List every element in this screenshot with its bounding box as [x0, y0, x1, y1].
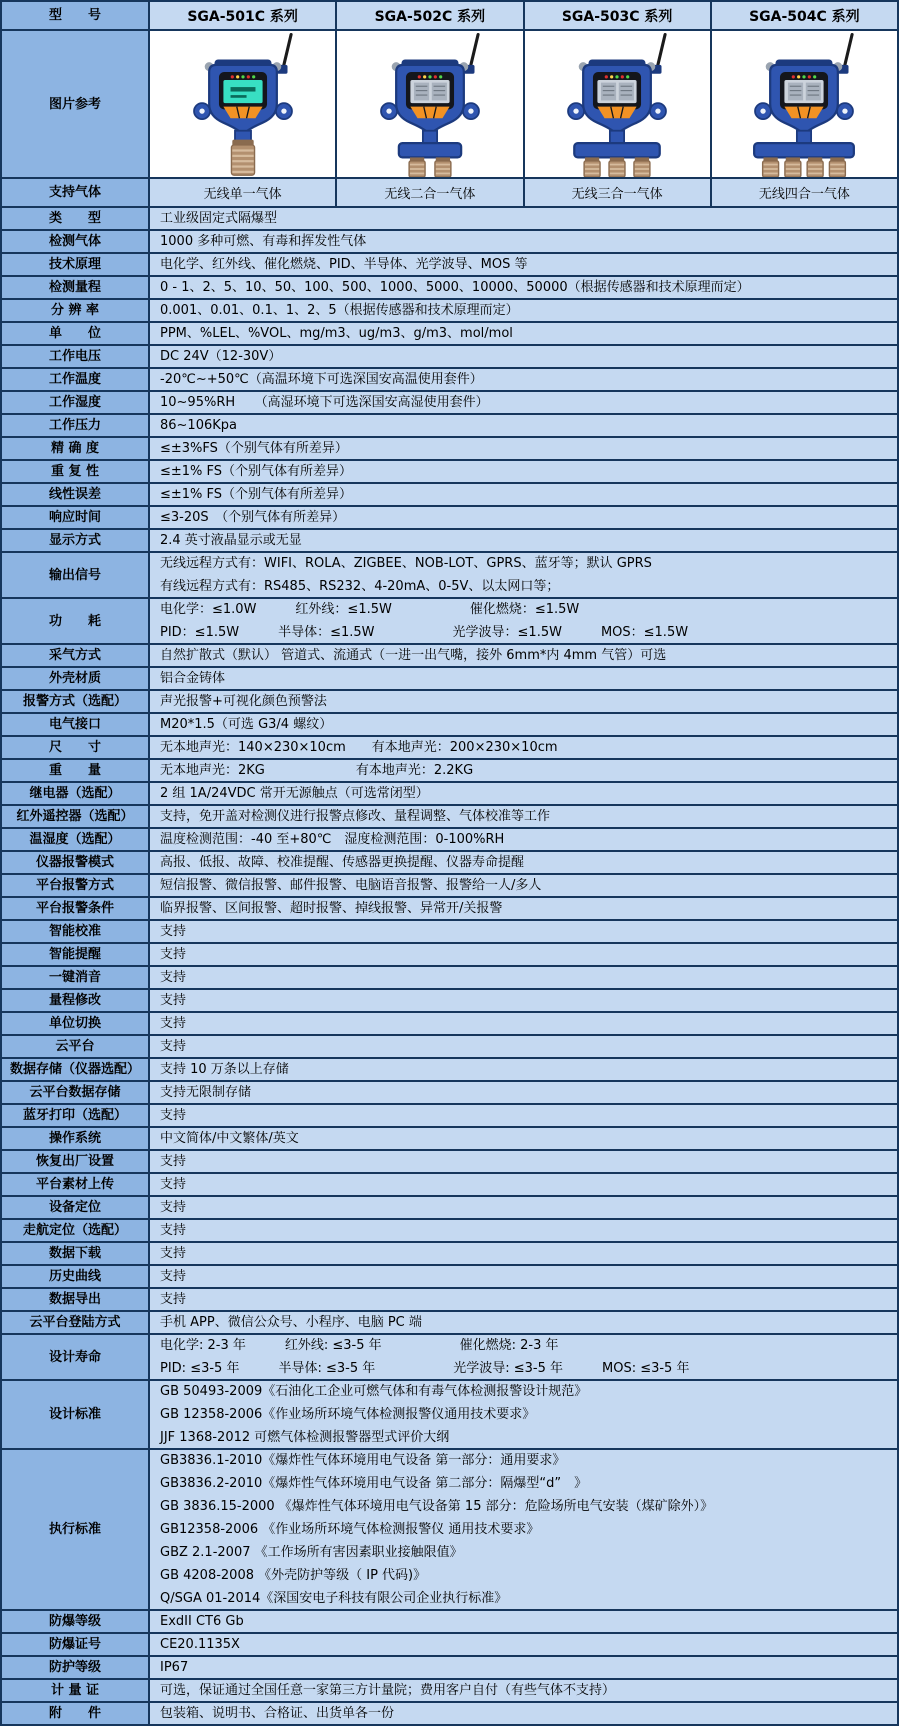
spec-row-label: 数据存储（仪器选配）	[2, 1059, 148, 1080]
spec-row	[2, 875, 897, 898]
spec-row	[2, 1197, 897, 1220]
spec-row	[2, 1105, 897, 1128]
spec-value-line: Q/SGA 01-2014《深国安电子科技有限公司企业执行标准》	[160, 1591, 508, 1606]
spec-value-line: 支持	[160, 924, 187, 939]
spec-value-line: 无线远程方式有：WIFI、ROLA、ZIGBEE、NOB-LOT、GPRS、蓝牙等；默认 GPRS	[160, 556, 652, 571]
spec-row-label: 分 辨 率	[2, 300, 148, 321]
spec-value-line: 10~95%RH （高湿环境下可选深国安高湿使用套件）	[160, 395, 489, 410]
spec-row-label: 防爆证号	[2, 1634, 148, 1655]
spec-row-value	[148, 990, 897, 1011]
spec-row	[2, 1266, 897, 1289]
gas-value: 无线二合一气体	[335, 179, 522, 206]
spec-rows-container	[2, 208, 897, 1724]
spec-value-line: 支持	[160, 993, 187, 1008]
spec-row-value	[148, 1266, 897, 1287]
spec-row-label: 设计寿命	[2, 1335, 148, 1379]
product-image-cell	[148, 31, 335, 177]
spec-value-line: 支持	[160, 1016, 187, 1031]
spec-row-value	[148, 829, 897, 850]
spec-value-line: 无本地声光：2KG 有本地声光：2.2KG	[160, 763, 474, 778]
spec-row	[2, 231, 897, 254]
spec-row-label: 仪器报警模式	[2, 852, 148, 873]
spec-value-line: 86~106Kpa	[160, 418, 237, 433]
spec-row-value	[148, 369, 897, 390]
spec-row	[2, 852, 897, 875]
spec-row-label: 云平台	[2, 1036, 148, 1057]
spec-value-line: IP67	[160, 1660, 189, 1675]
spec-row-value	[148, 1151, 897, 1172]
spec-row-value	[148, 783, 897, 804]
spec-value-line: PPM、%LEL、%VOL、mg/m3、ug/m3、g/m3、mol/mol	[160, 326, 513, 341]
spec-row	[2, 829, 897, 852]
spec-row-value	[148, 484, 897, 505]
spec-row-label: 显示方式	[2, 530, 148, 551]
spec-row-value	[148, 645, 897, 666]
spec-value-line: GB12358-2006 《作业场所环境气体检测报警仪 通用技术要求》	[160, 1522, 540, 1537]
spec-value-line: 铝合金铸体	[160, 671, 226, 686]
spec-row-label: 数据下载	[2, 1243, 148, 1264]
spec-row-value	[148, 323, 897, 344]
spec-value-line: 支持	[160, 1246, 187, 1261]
spec-value-line: 电化学、红外线、催化燃烧、PID、半导体、光学波导、MOS 等	[160, 257, 528, 272]
spec-value-line: 中文简体/中文繁体/英文	[160, 1131, 299, 1146]
spec-row-value	[148, 806, 897, 827]
spec-row-value	[148, 1703, 897, 1724]
spec-value-line: 2.4 英寸液晶显示或无显	[160, 533, 302, 548]
spec-row	[2, 1289, 897, 1312]
spec-row-value	[148, 1611, 897, 1632]
spec-row-value	[148, 1059, 897, 1080]
spec-row	[2, 392, 897, 415]
spec-row-value	[148, 898, 897, 919]
spec-value-line: 声光报警+可视化颜色预警法	[160, 694, 327, 709]
spec-row	[2, 1036, 897, 1059]
spec-row-label: 工作电压	[2, 346, 148, 367]
spec-value-line: 电化学：≤1.0W 红外线：≤1.5W 催化燃烧：≤1.5W	[160, 602, 580, 617]
spec-value-line: 支持	[160, 1292, 187, 1307]
spec-value-line: 可选，保证通过全国任意一家第三方计量院；费用客户自付（有些气体不支持）	[160, 1683, 616, 1698]
spec-row	[2, 714, 897, 737]
spec-value-line: GB3836.1-2010《爆炸性气体环境用电气设备 第一部分：通用要求》	[160, 1453, 566, 1468]
spec-row	[2, 1703, 897, 1724]
spec-row	[2, 737, 897, 760]
spec-row	[2, 691, 897, 714]
spec-value-line: PID: ≤3-5 年 半导体: ≤3-5 年 光学波导: ≤3-5 年 MOS: ≤3-5 年	[160, 1361, 690, 1376]
spec-row	[2, 1450, 897, 1611]
spec-row-value	[148, 921, 897, 942]
spec-row-label: 类 型	[2, 208, 148, 229]
spec-value-line: GBZ 2.1-2007 《工作场所有害因素职业接触限值》	[160, 1545, 463, 1560]
image-row-label: 图片参考	[2, 31, 148, 177]
spec-value-line: 支持	[160, 947, 187, 962]
spec-value-line: GB 50493-2009《石油化工企业可燃气体和有毒气体检测报警设计规范》	[160, 1384, 588, 1399]
spec-row	[2, 369, 897, 392]
spec-row-value	[148, 277, 897, 298]
spec-row-label: 报警方式（选配）	[2, 691, 148, 712]
model-name-sga502c: SGA-502C 系列	[335, 2, 522, 29]
spec-row-label: 电气接口	[2, 714, 148, 735]
spec-value-line: 支持 10 万条以上存储	[160, 1062, 289, 1077]
gas-value: 无线四合一气体	[710, 179, 897, 206]
spec-value-line: 支持	[160, 1039, 187, 1054]
spec-row	[2, 300, 897, 323]
spec-value-line: CE20.1135X	[160, 1637, 240, 1652]
model-name-sga501c: SGA-501C 系列	[148, 2, 335, 29]
product-image-cell	[523, 31, 710, 177]
spec-row-label: 采气方式	[2, 645, 148, 666]
spec-row-label: 恢复出厂设置	[2, 1151, 148, 1172]
spec-value-line: DC 24V（12-30V）	[160, 349, 282, 364]
spec-row	[2, 1151, 897, 1174]
spec-row-label: 继电器（选配）	[2, 783, 148, 804]
spec-row-value	[148, 1220, 897, 1241]
spec-row-value	[148, 553, 897, 597]
spec-row-value	[148, 254, 897, 275]
spec-value-line: ≤3-20S （个别气体有所差异）	[160, 510, 346, 525]
spec-row-label: 蓝牙打印（选配）	[2, 1105, 148, 1126]
spec-row	[2, 1611, 897, 1634]
spec-row-label: 平台素材上传	[2, 1174, 148, 1195]
spec-row	[2, 1082, 897, 1105]
spec-row-label: 精 确 度	[2, 438, 148, 459]
spec-value-line: 支持	[160, 970, 187, 985]
spec-row-label: 红外遥控器（选配）	[2, 806, 148, 827]
spec-row-value	[148, 1657, 897, 1678]
spec-row-label: 重 量	[2, 760, 148, 781]
spec-value-line: 高报、低报、故障、校准提醒、传感器更换提醒、仪器寿命提醒	[160, 855, 525, 870]
spec-row	[2, 277, 897, 300]
spec-row-value	[148, 1174, 897, 1195]
spec-row-label: 量程修改	[2, 990, 148, 1011]
spec-value-line: ≤±3%FS（个别气体有所差异）	[160, 441, 348, 456]
spec-value-line: 支持无限制存储	[160, 1085, 252, 1100]
spec-row	[2, 1013, 897, 1036]
spec-row-label: 计 量 证	[2, 1680, 148, 1701]
spec-row	[2, 944, 897, 967]
gas-row	[2, 179, 897, 208]
spec-row	[2, 1220, 897, 1243]
spec-row-label: 云平台登陆方式	[2, 1312, 148, 1333]
spec-row-label: 线性误差	[2, 484, 148, 505]
spec-row	[2, 415, 897, 438]
product-image-cell	[710, 31, 897, 177]
spec-row-value	[148, 1013, 897, 1034]
gas-detector-image-4	[720, 31, 888, 177]
spec-value-line: 有线远程方式有：RS485、RS232、4-20mA、0-5V、以太网口等；	[160, 579, 560, 594]
spec-row-label: 响应时间	[2, 507, 148, 528]
spec-value-line: 0.001、0.01、0.1、1、2、5（根据传感器和技术原理而定）	[160, 303, 519, 318]
header-row	[2, 2, 897, 31]
spec-row	[2, 507, 897, 530]
spec-row-value	[148, 461, 897, 482]
spec-row-label: 技术原理	[2, 254, 148, 275]
spec-row-value	[148, 668, 897, 689]
spec-row-label: 历史曲线	[2, 1266, 148, 1287]
spec-value-line: GB 3836.15-2000 《爆炸性气体环境用电气设备第 15 部分：危险场所电气安装（煤矿除外）》	[160, 1499, 714, 1514]
spec-row-label: 单 位	[2, 323, 148, 344]
spec-row	[2, 1634, 897, 1657]
spec-row-value	[148, 415, 897, 436]
spec-row-label: 外壳材质	[2, 668, 148, 689]
spec-row	[2, 438, 897, 461]
gas-detector-image-2	[346, 31, 514, 177]
spec-row-label: 防爆等级	[2, 1611, 148, 1632]
spec-row-label: 重 复 性	[2, 461, 148, 482]
spec-row	[2, 346, 897, 369]
spec-row-value	[148, 1289, 897, 1310]
spec-row-label: 单位切换	[2, 1013, 148, 1034]
spec-value-line: 0 - 1、2、5、10、50、100、500、1000、5000、10000、50000（根据传感器和技术原理而定）	[160, 280, 750, 295]
spec-row	[2, 208, 897, 231]
spec-value-line: 自然扩散式（默认） 管道式、流通式（一进一出气嘴，接外 6mm*内 4mm 气管）可选	[160, 648, 667, 663]
spec-value-line: PID：≤1.5W 半导体：≤1.5W 光学波导：≤1.5W MOS：≤1.5W	[160, 625, 689, 640]
spec-row-value	[148, 1450, 897, 1609]
gas-value: 无线单一气体	[148, 179, 335, 206]
image-row	[2, 31, 897, 179]
spec-row-value	[148, 507, 897, 528]
spec-value-line: 支持，免开盖对检测仪进行报警点修改、量程调整、气体校准等工作	[160, 809, 551, 824]
spec-value-line: 无本地声光：140×230×10cm 有本地声光：200×230×10cm	[160, 740, 558, 755]
spec-row-value	[148, 1335, 897, 1379]
spec-row	[2, 668, 897, 691]
spec-row-label: 工作温度	[2, 369, 148, 390]
spec-value-line: 包装箱、说明书、合格证、出货单各一份	[160, 1706, 395, 1721]
spec-row-value	[148, 392, 897, 413]
spec-row-value	[148, 875, 897, 896]
spec-row	[2, 990, 897, 1013]
spec-row	[2, 1128, 897, 1151]
spec-row-value	[148, 438, 897, 459]
spec-row	[2, 1243, 897, 1266]
spec-row	[2, 760, 897, 783]
spec-row-label: 一键消音	[2, 967, 148, 988]
spec-value-line: ≤±1% FS（个别气体有所差异）	[160, 464, 353, 479]
spec-row-label: 附 件	[2, 1703, 148, 1724]
spec-row	[2, 1657, 897, 1680]
spec-row	[2, 1059, 897, 1082]
spec-row-value	[148, 1082, 897, 1103]
spec-row-value	[148, 691, 897, 712]
spec-row-value	[148, 852, 897, 873]
spec-value-line: 工业级固定式隔爆型	[160, 211, 278, 226]
spec-row-value	[148, 1312, 897, 1333]
spec-row-value	[148, 714, 897, 735]
spec-row-label: 检测气体	[2, 231, 148, 252]
spec-row-label: 输出信号	[2, 553, 148, 597]
spec-row-value	[148, 208, 897, 229]
spec-row-label: 平台报警条件	[2, 898, 148, 919]
spec-row	[2, 553, 897, 599]
spec-value-line: -20℃~+50℃（高温环境下可选深国安高温使用套件）	[160, 372, 483, 387]
spec-row-value	[148, 346, 897, 367]
spec-row	[2, 599, 897, 645]
spec-row	[2, 1174, 897, 1197]
model-name-sga503c: SGA-503C 系列	[523, 2, 710, 29]
spec-row-value	[148, 231, 897, 252]
spec-value-line: 临界报警、区间报警、超时报警、掉线报警、异常开/关报警	[160, 901, 503, 916]
spec-row-label: 防护等级	[2, 1657, 148, 1678]
spec-row-value	[148, 967, 897, 988]
spec-row-label: 尺 寸	[2, 737, 148, 758]
spec-row-label: 功 耗	[2, 599, 148, 643]
gas-row-label: 支持气体	[2, 179, 148, 206]
spec-value-line: 支持	[160, 1223, 187, 1238]
spec-value-line: 支持	[160, 1177, 187, 1192]
spec-row	[2, 1680, 897, 1703]
spec-row-value	[148, 760, 897, 781]
spec-row-value	[148, 1197, 897, 1218]
spec-value-line: ≤±1% FS（个别气体有所差异）	[160, 487, 353, 502]
spec-row	[2, 484, 897, 507]
spec-row-label: 执行标准	[2, 1450, 148, 1609]
spec-row-label: 智能提醒	[2, 944, 148, 965]
spec-row-value	[148, 737, 897, 758]
spec-value-line: ExdII CT6 Gb	[160, 1614, 244, 1629]
spec-row	[2, 645, 897, 668]
spec-row-label: 云平台数据存储	[2, 1082, 148, 1103]
spec-row-label: 数据导出	[2, 1289, 148, 1310]
spec-row	[2, 806, 897, 829]
spec-row-label: 智能校准	[2, 921, 148, 942]
spec-row-label: 工作压力	[2, 415, 148, 436]
gas-value: 无线三合一气体	[523, 179, 710, 206]
spec-value-line: 手机 APP、微信公众号、小程序、电脑 PC 端	[160, 1315, 422, 1330]
spec-row	[2, 530, 897, 553]
spec-row-value	[148, 530, 897, 551]
spec-value-line: GB 4208-2008 《外壳防护等级（ IP 代码)》	[160, 1568, 427, 1583]
spec-value-line: 1000 多种可燃、有毒和挥发性气体	[160, 234, 367, 249]
spec-row-value	[148, 1036, 897, 1057]
spec-row	[2, 254, 897, 277]
spec-row	[2, 1381, 897, 1450]
spec-value-line: 支持	[160, 1108, 187, 1123]
gas-detector-image-3	[533, 31, 701, 177]
gas-detector-image-1	[159, 31, 327, 177]
spec-row-value	[148, 1381, 897, 1448]
spec-value-line: 2 组 1A/24VDC 常开无源触点（可选常闭型）	[160, 786, 429, 801]
spec-value-line: 短信报警、微信报警、邮件报警、电脑语音报警、报警给一人/多人	[160, 878, 542, 893]
spec-value-line: JJF 1368-2012 可燃气体检测报警器型式评价大纲	[160, 1430, 450, 1445]
spec-row	[2, 1312, 897, 1335]
spec-row-value	[148, 1128, 897, 1149]
spec-row	[2, 898, 897, 921]
spec-row-label: 操作系统	[2, 1128, 148, 1149]
spec-value-line: M20*1.5（可选 G3/4 螺纹）	[160, 717, 333, 732]
spec-row-label: 设计标准	[2, 1381, 148, 1448]
spec-value-line: 支持	[160, 1154, 187, 1169]
spec-row	[2, 1335, 897, 1381]
spec-row-label: 走航定位（选配）	[2, 1220, 148, 1241]
model-name-sga504c: SGA-504C 系列	[710, 2, 897, 29]
spec-row	[2, 323, 897, 346]
spec-value-line: 电化学: 2-3 年 红外线: ≤3-5 年 催化燃烧: 2-3 年	[160, 1338, 559, 1353]
spec-row-value	[148, 1680, 897, 1701]
spec-row-value	[148, 300, 897, 321]
spec-row-label: 检测量程	[2, 277, 148, 298]
spec-row-value	[148, 1105, 897, 1126]
spec-value-line: 温度检测范围：-40 至+80℃ 湿度检测范围：0-100%RH	[160, 832, 505, 847]
model-header-label: 型 号	[2, 2, 148, 29]
spec-row-value	[148, 944, 897, 965]
product-image-cell	[335, 31, 522, 177]
spec-row	[2, 967, 897, 990]
spec-row-value	[148, 599, 897, 643]
spec-value-line: GB 12358-2006《作业场所环境气体检测报警仪通用技术要求》	[160, 1407, 536, 1422]
spec-value-line: 支持	[160, 1200, 187, 1215]
spec-row-label: 平台报警方式	[2, 875, 148, 896]
spec-row-value	[148, 1243, 897, 1264]
spec-row-label: 工作湿度	[2, 392, 148, 413]
spec-value-line: GB3836.2-2010《爆炸性气体环境用电气设备 第二部分：隔爆型“d” 》	[160, 1476, 588, 1491]
spec-row-value	[148, 1634, 897, 1655]
spec-value-line: 支持	[160, 1269, 187, 1284]
spec-row	[2, 783, 897, 806]
spec-row	[2, 461, 897, 484]
spec-row	[2, 921, 897, 944]
spec-row-label: 设备定位	[2, 1197, 148, 1218]
spec-row-label: 温湿度（选配）	[2, 829, 148, 850]
